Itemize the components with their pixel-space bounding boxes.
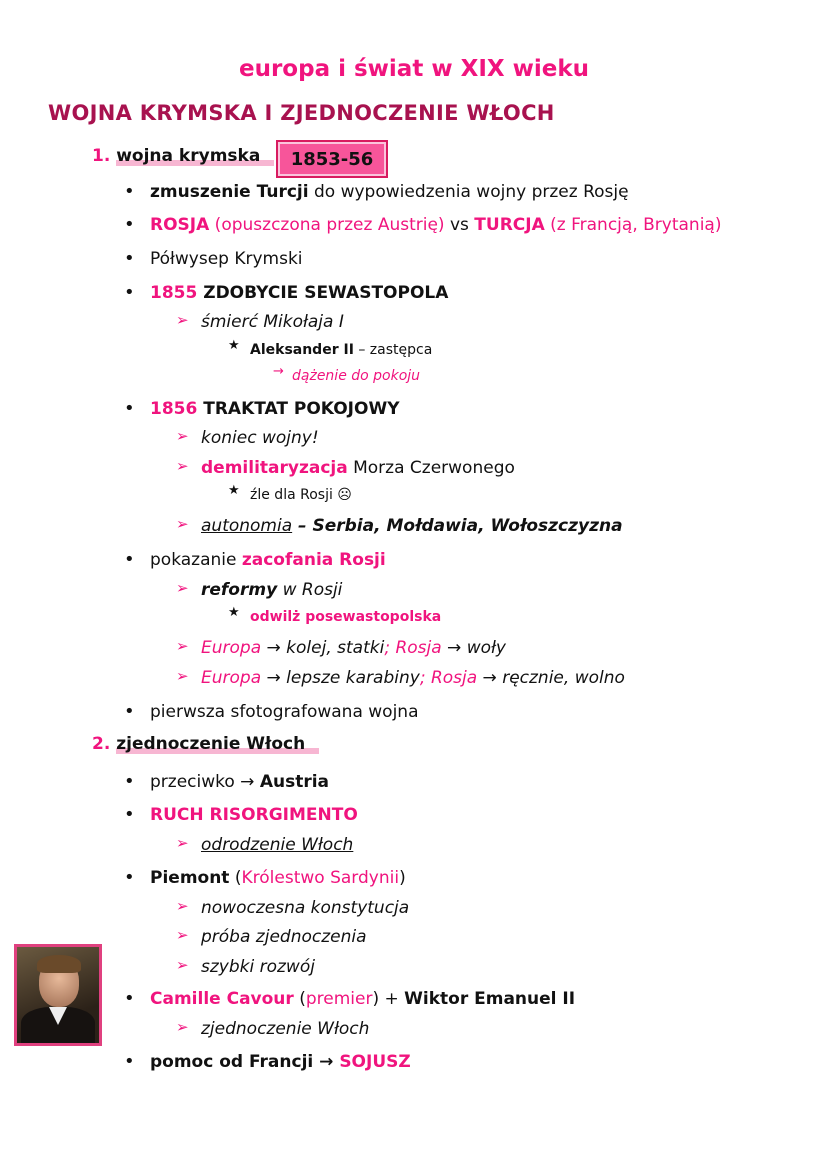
list-item xyxy=(150,282,448,304)
bullet-icon: • xyxy=(124,549,135,570)
text-segment: do wypowiedzenia wojny przez Rosję xyxy=(308,182,629,202)
list-item xyxy=(150,988,575,1010)
arrow-icon: ➢ xyxy=(176,897,189,915)
text-segment: SOJUSZ xyxy=(339,1052,411,1072)
text-segment: vs xyxy=(444,215,475,235)
arrow-icon: ➢ xyxy=(176,1018,189,1036)
date-box: 1853-56 xyxy=(276,140,388,178)
section-label: zjednoczenie Włoch xyxy=(116,734,319,754)
text-segment: (z Francją, Brytanią) xyxy=(544,215,722,235)
text-segment: premier xyxy=(305,989,373,1009)
text-segment: TURCJA xyxy=(474,215,545,235)
arrow-icon: ➢ xyxy=(176,427,189,445)
text-segment: pierwsza sfotografowana wojna xyxy=(150,702,419,722)
list-item xyxy=(201,515,623,537)
cavour-portrait xyxy=(14,944,102,1046)
arrow-icon: ➢ xyxy=(176,834,189,852)
text-segment: reformy xyxy=(201,580,278,600)
arrow-icon: ➢ xyxy=(176,667,189,685)
text-segment: Morza Czerwonego xyxy=(347,458,515,478)
list-item xyxy=(201,457,515,479)
section-number: 2. xyxy=(92,734,111,754)
list-item xyxy=(150,867,406,889)
list-item xyxy=(150,549,386,571)
arrow-icon: ➢ xyxy=(176,926,189,944)
star-icon: ★ xyxy=(228,605,240,620)
text-segment: → ręcznie, wolno xyxy=(477,668,625,688)
bullet-icon: • xyxy=(124,867,135,888)
text-segment: Wiktor Emanuel II xyxy=(404,989,576,1009)
bullet-icon: • xyxy=(124,804,135,825)
text-segment: (opuszczona przez Austrię) xyxy=(209,215,445,235)
text-segment: w Rosji xyxy=(277,580,343,600)
text-segment: 1856 xyxy=(150,399,198,419)
text-segment: ( xyxy=(293,989,306,1009)
section-label: wojna krymska xyxy=(116,146,274,166)
bullet-icon: • xyxy=(124,282,135,303)
text-segment: szybki rozwój xyxy=(201,957,315,977)
text-segment: – Serbia, Mołdawia, Wołoszczyzna xyxy=(292,516,623,536)
bullet-icon: • xyxy=(124,988,135,1009)
section-heading-crimean-war xyxy=(92,146,274,166)
small-arrow-icon: → xyxy=(273,364,284,379)
text-segment: zmuszenie Turcji xyxy=(150,182,309,202)
text-segment: pokazanie xyxy=(150,550,242,570)
bullet-icon: • xyxy=(124,771,135,792)
text-segment: Królestwo Sardynii xyxy=(241,868,400,888)
section-number: 1. xyxy=(92,146,111,166)
list-item xyxy=(150,771,329,793)
arrow-icon: ➢ xyxy=(176,457,189,475)
list-item xyxy=(150,1051,411,1073)
list-item xyxy=(201,667,625,689)
text-segment: ) xyxy=(399,868,406,888)
list-item xyxy=(201,1018,369,1040)
text-segment: dążenie do pokoju xyxy=(292,368,421,384)
text-segment: odrodzenie Włoch xyxy=(201,835,354,855)
star-icon: ★ xyxy=(228,338,240,353)
bullet-icon: • xyxy=(124,398,135,419)
text-segment: Austria xyxy=(259,772,330,792)
text-segment: pomoc od Francji → xyxy=(150,1052,340,1072)
list-item xyxy=(150,181,629,203)
arrow-icon: ➢ xyxy=(176,579,189,597)
text-segment: odwilż posewastopolska xyxy=(250,609,442,625)
list-item xyxy=(250,338,432,361)
text-segment: koniec wojny! xyxy=(201,428,319,448)
document-title: europa i świat w XIX wieku xyxy=(238,56,590,82)
text-segment: Europa xyxy=(201,638,262,658)
list-item xyxy=(150,248,303,270)
text-segment: próba zjednoczenia xyxy=(201,927,367,947)
arrow-icon: ➢ xyxy=(176,515,189,533)
list-item xyxy=(250,605,441,628)
text-segment: → lepsze karabiny xyxy=(261,668,420,688)
text-segment: → woły xyxy=(441,638,506,658)
arrow-icon: ➢ xyxy=(176,956,189,974)
text-segment: demilitaryzacja xyxy=(201,458,348,478)
chapter-heading: WOJNA KRYMSKA I ZJEDNOCZENIE WŁOCH xyxy=(48,101,555,125)
text-segment: RUCH RISORGIMENTO xyxy=(150,805,358,825)
text-segment: śmierć Mikołaja I xyxy=(201,312,344,332)
text-segment: autonomia xyxy=(201,516,293,536)
text-segment: nowoczesna konstytucja xyxy=(201,898,410,918)
bullet-icon: • xyxy=(124,1051,135,1072)
list-item xyxy=(150,804,358,826)
text-segment: ROSJA xyxy=(150,215,210,235)
list-item xyxy=(250,483,352,506)
text-segment: ZDOBYCIE SEWASTOPOLA xyxy=(197,283,449,303)
list-item xyxy=(150,701,419,723)
list-item xyxy=(201,897,409,919)
list-item xyxy=(201,834,353,856)
text-segment: Półwysep Krymski xyxy=(150,249,303,269)
list-item xyxy=(201,311,344,333)
section-heading-italy-unification xyxy=(92,734,319,754)
list-item xyxy=(292,364,420,387)
arrow-icon: ➢ xyxy=(176,637,189,655)
bullet-icon: • xyxy=(124,214,135,235)
text-segment: 1855 xyxy=(150,283,198,303)
bullet-icon: • xyxy=(124,181,135,202)
text-segment: źle dla Rosji ☹ xyxy=(250,487,352,503)
text-segment: Camille Cavour xyxy=(150,989,294,1009)
list-item xyxy=(150,214,721,236)
bullet-icon: • xyxy=(124,701,135,722)
list-item xyxy=(150,398,400,420)
text-segment: ; Rosja xyxy=(419,668,478,688)
list-item xyxy=(201,926,367,948)
text-segment: → kolej, statki xyxy=(261,638,385,658)
text-segment: zjednoczenie Włoch xyxy=(201,1019,370,1039)
text-segment: ( xyxy=(229,868,242,888)
arrow-icon: ➢ xyxy=(176,311,189,329)
list-item xyxy=(201,427,319,449)
bullet-icon: • xyxy=(124,248,135,269)
text-segment: Piemont xyxy=(150,868,230,888)
text-segment: przeciwko → xyxy=(150,772,260,792)
list-item xyxy=(201,956,315,978)
text-segment: Aleksander II xyxy=(250,342,354,358)
text-segment: zacofania Rosji xyxy=(241,550,386,570)
list-item xyxy=(201,637,506,659)
star-icon: ★ xyxy=(228,483,240,498)
text-segment: Europa xyxy=(201,668,262,688)
text-segment: ) + xyxy=(372,989,405,1009)
list-item xyxy=(201,579,342,601)
text-segment: – zastępca xyxy=(353,342,433,358)
text-segment: ; Rosja xyxy=(384,638,442,658)
text-segment: TRAKTAT POKOJOWY xyxy=(197,399,400,419)
